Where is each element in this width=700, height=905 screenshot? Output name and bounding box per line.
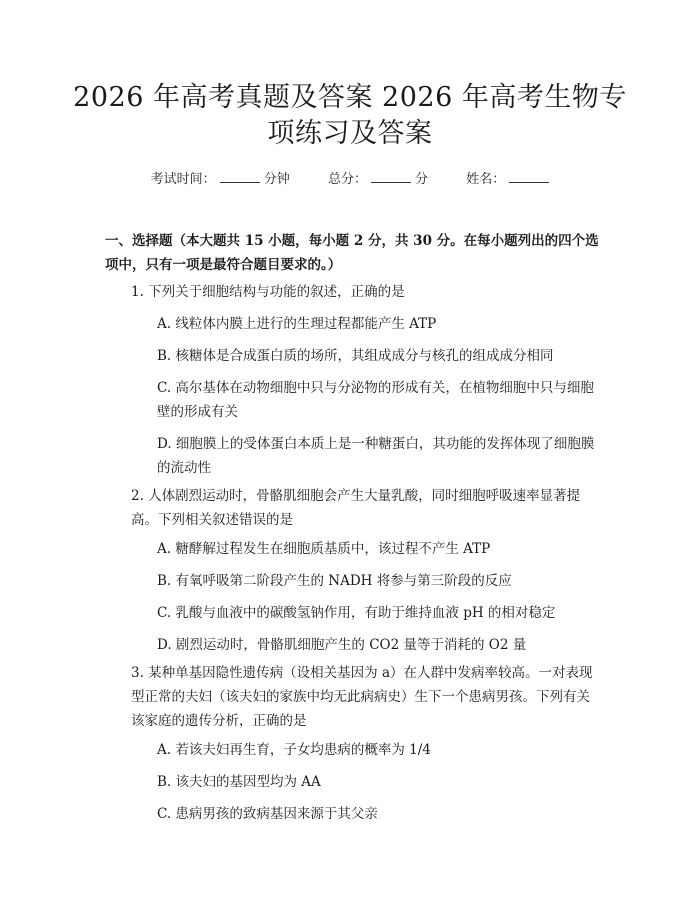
- title-line-1: 2026 年高考真题及答案 2026 年高考生物专: [73, 82, 627, 113]
- page-title: [70, 80, 630, 152]
- question-1-option-d[interactable]: D. 细胞膜上的受体蛋白本质上是一种糖蛋白，其功能的发挥体现了细胞膜的流动性: [157, 436, 595, 476]
- score-label: 总分：: [327, 172, 367, 187]
- section-heading: 一、选择题（本大题共 15 小题，每小题 2 分，共 30 分。在每小题列出的四个选项中，只有一项是最符合题目要求的。）: [105, 233, 599, 273]
- question-2-stem: 2. 人体剧烈运动时，骨骼肌细胞会产生大量乳酸，同时细胞呼吸速率显著提高。下列相关叙述错误的是: [131, 488, 581, 528]
- question-2-option-b[interactable]: B. 有氧呼吸第二阶段产生的 NADH 将参与第三阶段的反应: [157, 573, 512, 589]
- name-blank[interactable]: [509, 170, 549, 183]
- question-2-option-a[interactable]: A. 糖酵解过程发生在细胞质基质中，该过程不产生 ATP: [157, 541, 491, 557]
- question-2-option-d[interactable]: D. 剧烈运动时，骨骼肌细胞产生的 CO2 量等于消耗的 O2 量: [157, 637, 527, 653]
- question-1-option-b[interactable]: B. 核糖体是合成蛋白质的场所，其组成成分与核孔的组成成分相同: [157, 348, 554, 364]
- title-line-2: 项练习及答案: [267, 118, 433, 149]
- question-1-option-c[interactable]: C. 高尔基体在动物细胞中只与分泌物的形成有关，在植物细胞中只与细胞壁的形成有关: [157, 380, 594, 420]
- question-2-option-c[interactable]: C. 乳酸与血液中的碳酸氢钠作用，有助于维持血液 pH 的相对稳定: [157, 605, 556, 621]
- question-3-stem: 3. 某种单基因隐性遗传病（设相关基因为 a）在人群中发病率较高。一对表现型正常的夫妇（该夫妇的家族中均无此病病史）生下一个患病男孩。下列有关该家庭的遗传分析，正确的是: [131, 665, 593, 729]
- score-unit: 分: [415, 172, 429, 187]
- time-unit: 分钟: [263, 172, 290, 187]
- question-3-option-b[interactable]: B. 该夫妇的基因型均为 AA: [157, 774, 321, 790]
- score-blank[interactable]: [371, 170, 411, 183]
- time-label: 考试时间：: [150, 172, 216, 187]
- question-1-stem: 1. 下列关于细胞结构与功能的叙述，正确的是: [131, 284, 405, 300]
- exam-meta-line: [0, 168, 700, 187]
- question-3-option-a[interactable]: A. 若该夫妇再生育，子女均患病的概率为 1/4: [157, 742, 431, 758]
- time-blank[interactable]: [220, 170, 260, 183]
- question-3-option-c[interactable]: C. 患病男孩的致病基因来源于其父亲: [157, 806, 378, 822]
- name-label: 姓名：: [466, 172, 506, 187]
- question-1-option-a[interactable]: A. 线粒体内膜上进行的生理过程都能产生 ATP: [157, 316, 437, 332]
